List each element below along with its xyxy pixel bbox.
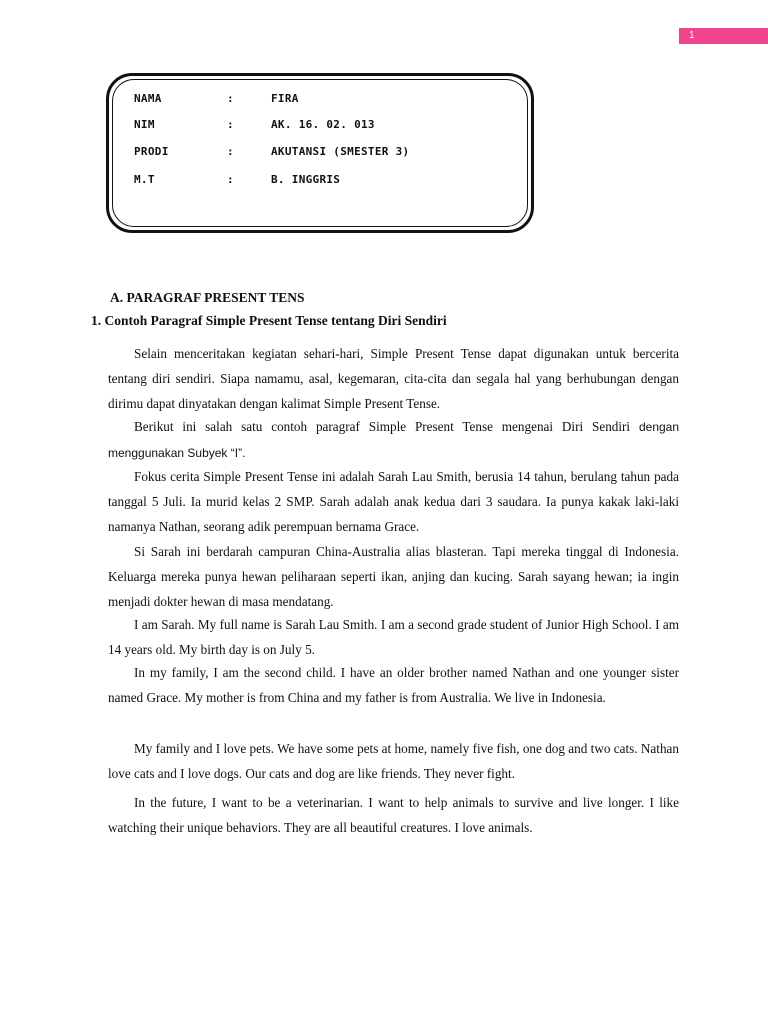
paragraph-3: Fokus cerita Simple Present Tense ini adalah Sarah Lau Smith, berusia 14 tahun, berulang tahun pada tanggal 5 Juli. Ia murid kelas 2 SMP. Sarah adalah anak kedua dari 3 saudara. Ia punya kakak laki-laki namanya Nathan, seorang adik perempuan bernama Grace.	[108, 469, 679, 534]
paragraph-2	[108, 414, 679, 466]
identity-row-nim	[134, 118, 514, 138]
identity-row-mt	[134, 173, 514, 193]
identity-value: AK. 16. 02. 013	[271, 118, 375, 131]
paragraph-4: Si Sarah ini berdarah campuran China-Australia alias blasteran. Tapi mereka tinggal di Indonesia. Keluarga mereka punya hewan peliharaan seperti ikan, anjing dan kucing. Sarah sayang hewan; ia ingin menjadi dokter hewan di masa mendatang.	[108, 544, 679, 609]
paragraph-5: I am Sarah. My full name is Sarah Lau Smith. I am a second grade student of Junior High School. I am 14 years old. My birth day is on July 5.	[108, 617, 679, 657]
identity-label: NIM	[134, 118, 155, 131]
identity-row-prodi	[134, 145, 514, 165]
identity-row-nama	[134, 92, 514, 112]
page-number: 1	[689, 30, 695, 41]
identity-value: B. INGGRIS	[271, 173, 341, 186]
page-number-tab	[679, 28, 768, 44]
identity-separator: :	[227, 145, 234, 158]
identity-label: M.T	[134, 173, 155, 186]
paragraph-2-tail: dengan menggunakan Subyek “I”.	[108, 420, 680, 460]
paragraph-7: My family and I love pets. We have some pets at home, namely five fish, one dog and two cats. Nathan love cats and I love dogs. Our cats and dog are like friends. They never fight.	[108, 741, 679, 781]
sub-heading: 1. Contoh Paragraf Simple Present Tense tentang Diri Sendiri	[91, 313, 447, 328]
identity-value: FIRA	[271, 92, 299, 105]
paragraph-1: Selain menceritakan kegiatan sehari-hari, Simple Present Tense dapat digunakan untuk bercerita tentang diri sendiri. Siapa namamu, asal, kegemaran, cita-cita dan segala hal yang berhubungan dengan dirimu dapat dinyatakan dengan kalimat Simple Present Tense.	[108, 346, 679, 411]
paragraph-8: In the future, I want to be a veterinarian. I want to help animals to survive and live longer. I like watching their unique behaviors. They are all beautiful creatures. I love animals.	[108, 795, 679, 835]
paragraph-6: In my family, I am the second child. I have an older brother named Nathan and one younger sister named Grace. My mother is from China and my father is from Australia. We live in Indonesia.	[108, 665, 679, 705]
identity-separator: :	[227, 118, 234, 131]
section-heading: A. PARAGRAF PRESENT TENS	[110, 290, 305, 305]
identity-separator: :	[227, 92, 234, 105]
identity-value: AKUTANSI (SMESTER 3)	[271, 145, 410, 158]
identity-label: PRODI	[134, 145, 169, 158]
identity-label: NAMA	[134, 92, 162, 105]
paragraph-2-text: Berikut ini salah satu contoh paragraf Simple Present Tense mengenai Diri Sendiri	[134, 419, 631, 434]
identity-separator: :	[227, 173, 234, 186]
